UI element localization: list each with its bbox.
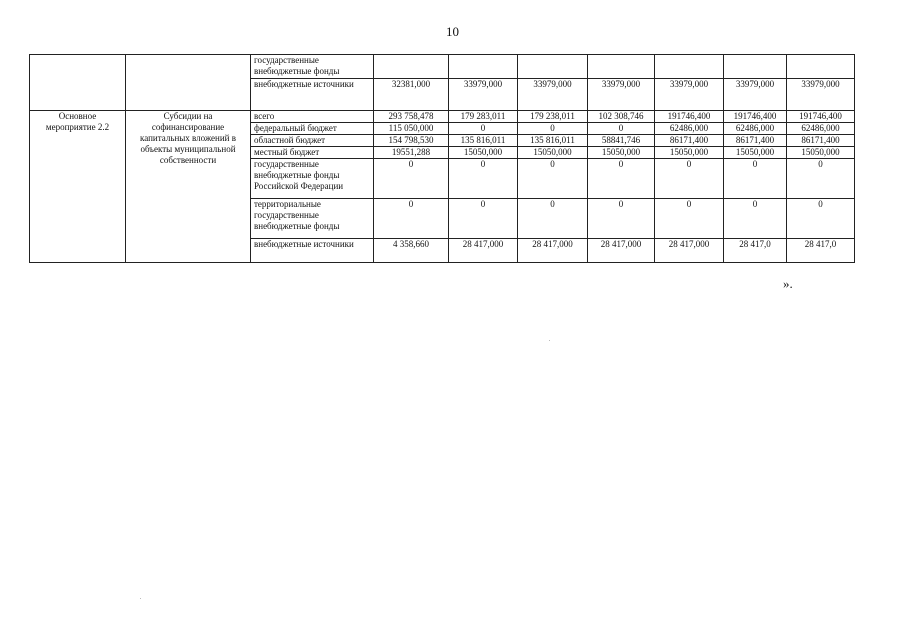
event-name-cell: Субсидии на софинансирование капитальных вложений в объекты муниципальной собственности	[126, 111, 251, 263]
amount-cell: 0	[588, 123, 655, 135]
amount-cell: 62486,000	[724, 123, 787, 135]
amount-cell	[588, 55, 655, 79]
amount-cell: 293 758,478	[374, 111, 449, 123]
amount-cell	[449, 55, 518, 79]
amount-cell: 86171,400	[787, 135, 855, 147]
amount-cell: 0	[787, 199, 855, 239]
amount-cell: 0	[724, 199, 787, 239]
amount-cell: 62486,000	[787, 123, 855, 135]
funding-source-cell: местный бюджет	[251, 147, 374, 159]
amount-cell: 0	[724, 159, 787, 199]
table-row	[30, 111, 855, 123]
table-body	[30, 55, 855, 263]
amount-cell: 0	[374, 159, 449, 199]
funding-source-cell: внебюджетные источники	[251, 239, 374, 263]
amount-cell	[655, 55, 724, 79]
amount-cell: 0	[588, 159, 655, 199]
amount-cell: 86171,400	[724, 135, 787, 147]
funding-source-cell: внебюджетные источники	[251, 79, 374, 111]
amount-cell: 135 816,011	[518, 135, 588, 147]
amount-cell: 0	[449, 123, 518, 135]
amount-cell: 33979,000	[518, 79, 588, 111]
amount-cell: 28 417,000	[588, 239, 655, 263]
amount-cell: 0	[449, 199, 518, 239]
funding-source-cell: государственные внебюджетные фонды Российской Федерации	[251, 159, 374, 199]
amount-cell: 0	[374, 199, 449, 239]
amount-cell: 28 417,000	[518, 239, 588, 263]
amount-cell: 28 417,000	[655, 239, 724, 263]
amount-cell: 0	[518, 199, 588, 239]
amount-cell: 62486,000	[655, 123, 724, 135]
amount-cell: 102 308,746	[588, 111, 655, 123]
amount-cell: 33979,000	[724, 79, 787, 111]
amount-cell: 15050,000	[724, 147, 787, 159]
scan-speck	[140, 598, 141, 599]
scan-speck	[549, 340, 550, 341]
event-cell	[30, 55, 126, 111]
amount-cell: 15050,000	[655, 147, 724, 159]
amount-cell: 0	[588, 199, 655, 239]
amount-cell: 0	[518, 123, 588, 135]
amount-cell: 179 238,011	[518, 111, 588, 123]
amount-cell: 58841,746	[588, 135, 655, 147]
table-row	[30, 55, 855, 79]
amount-cell	[724, 55, 787, 79]
closing-mark: ».	[783, 276, 793, 291]
amount-cell: 15050,000	[518, 147, 588, 159]
amount-cell: 179 283,011	[449, 111, 518, 123]
amount-cell: 115 050,000	[374, 123, 449, 135]
amount-cell	[787, 55, 855, 79]
funding-source-cell: территориальные государственные внебюджетные фонды	[251, 199, 374, 239]
budget-table	[29, 54, 855, 263]
amount-cell: 0	[655, 159, 724, 199]
page-number: 10	[446, 24, 459, 39]
amount-cell: 33979,000	[588, 79, 655, 111]
amount-cell: 33979,000	[655, 79, 724, 111]
amount-cell: 15050,000	[588, 147, 655, 159]
amount-cell: 32381,000	[374, 79, 449, 111]
funding-source-cell: федеральный бюджет	[251, 123, 374, 135]
funding-source-cell: областной бюджет	[251, 135, 374, 147]
amount-cell: 0	[449, 159, 518, 199]
amount-cell: 4 358,660	[374, 239, 449, 263]
amount-cell: 0	[655, 199, 724, 239]
amount-cell: 0	[518, 159, 588, 199]
amount-cell: 28 417,000	[449, 239, 518, 263]
amount-cell	[518, 55, 588, 79]
funding-source-cell: государственные внебюджетные фонды	[251, 55, 374, 79]
amount-cell: 28 417,0	[787, 239, 855, 263]
amount-cell: 191746,400	[724, 111, 787, 123]
event-cell: Основное мероприятие 2.2	[30, 111, 126, 263]
amount-cell: 191746,400	[787, 111, 855, 123]
event-name-cell	[126, 55, 251, 111]
amount-cell: 0	[787, 159, 855, 199]
amount-cell	[374, 55, 449, 79]
amount-cell: 19551,288	[374, 147, 449, 159]
amount-cell: 33979,000	[449, 79, 518, 111]
amount-cell: 135 816,011	[449, 135, 518, 147]
funding-source-cell: всего	[251, 111, 374, 123]
amount-cell: 191746,400	[655, 111, 724, 123]
amount-cell: 15050,000	[449, 147, 518, 159]
amount-cell: 33979,000	[787, 79, 855, 111]
amount-cell: 86171,400	[655, 135, 724, 147]
amount-cell: 15050,000	[787, 147, 855, 159]
amount-cell: 154 798,530	[374, 135, 449, 147]
amount-cell: 28 417,0	[724, 239, 787, 263]
